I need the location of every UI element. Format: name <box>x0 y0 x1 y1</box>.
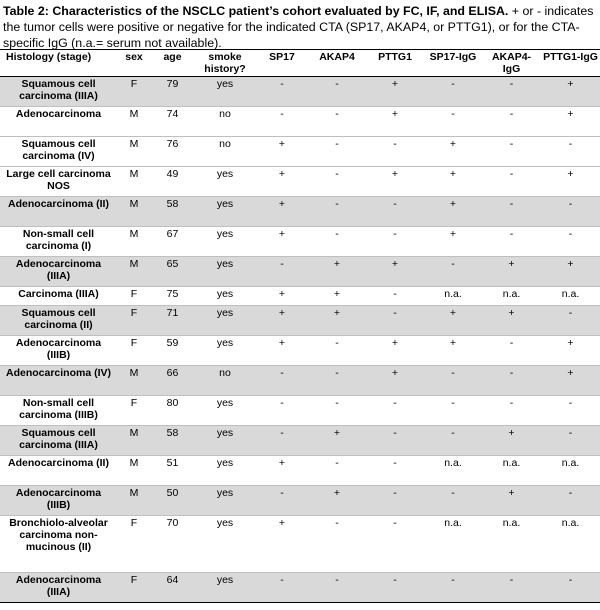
pttg1-igg-cell: + <box>541 167 600 197</box>
pttg1-igg-cell: - <box>541 197 600 227</box>
sp17-cell: - <box>256 366 308 396</box>
akap4-igg-cell: - <box>482 336 541 366</box>
akap4-igg-cell: - <box>482 107 541 137</box>
table-row <box>0 197 600 227</box>
pttg1-igg-cell: - <box>541 486 600 516</box>
akap4-igg-cell: + <box>482 426 541 456</box>
sp17-cell: - <box>256 426 308 456</box>
age-cell: 66 <box>151 366 194 396</box>
smoke-cell: no <box>194 107 256 137</box>
histology-cell: Large cell carcinoma NOS <box>0 167 117 197</box>
akap4-igg-cell: n.a. <box>482 516 541 573</box>
sp17-cell: + <box>256 137 308 167</box>
age-cell: 75 <box>151 287 194 306</box>
pttg1-igg-cell: + <box>541 257 600 287</box>
akap4-cell: - <box>308 227 366 257</box>
histology-cell: Squamous cell carcinoma (IV) <box>0 137 117 167</box>
sex-cell: M <box>117 167 151 197</box>
smoke-cell: yes <box>194 336 256 366</box>
age-cell: 70 <box>151 516 194 573</box>
age-cell: 49 <box>151 167 194 197</box>
sp17-igg-cell: - <box>424 486 482 516</box>
age-cell: 59 <box>151 336 194 366</box>
pttg1-cell: + <box>366 107 424 137</box>
age-cell: 64 <box>151 573 194 603</box>
akap4-cell: - <box>308 336 366 366</box>
smoke-cell: yes <box>194 257 256 287</box>
table-row <box>0 516 600 573</box>
smoke-cell: no <box>194 366 256 396</box>
col-header-akap4-igg: AKAP4-IgG <box>482 50 541 77</box>
sp17-igg-cell: + <box>424 227 482 257</box>
sp17-igg-cell: n.a. <box>424 456 482 486</box>
col-header-pttg1-igg: PTTG1-IgG <box>541 50 600 77</box>
akap4-cell: + <box>308 426 366 456</box>
sp17-cell: - <box>256 396 308 426</box>
pttg1-cell: - <box>366 456 424 486</box>
table-row <box>0 77 600 107</box>
sex-cell: M <box>117 107 151 137</box>
akap4-igg-cell: - <box>482 227 541 257</box>
smoke-cell: yes <box>194 396 256 426</box>
sp17-cell: + <box>256 306 308 336</box>
col-header-akap4: AKAP4 <box>308 50 366 77</box>
akap4-cell: - <box>308 456 366 486</box>
akap4-cell: - <box>308 573 366 603</box>
sex-cell: M <box>117 137 151 167</box>
sex-cell: M <box>117 456 151 486</box>
pttg1-cell: + <box>366 167 424 197</box>
pttg1-cell: - <box>366 426 424 456</box>
smoke-cell: yes <box>194 426 256 456</box>
sp17-igg-cell: n.a. <box>424 287 482 306</box>
pttg1-igg-cell: n.a. <box>541 456 600 486</box>
col-header-sp17-igg: SP17-IgG <box>424 50 482 77</box>
pttg1-igg-cell: + <box>541 107 600 137</box>
pttg1-cell: + <box>366 366 424 396</box>
table-row <box>0 227 600 257</box>
histology-cell: Adenocarcinoma (IV) <box>0 366 117 396</box>
smoke-cell: yes <box>194 456 256 486</box>
sp17-cell: + <box>256 336 308 366</box>
col-header-age: age <box>151 50 194 77</box>
patient-characteristics-table <box>0 49 600 603</box>
sex-cell: F <box>117 287 151 306</box>
sex-cell: M <box>117 366 151 396</box>
age-cell: 50 <box>151 486 194 516</box>
akap4-igg-cell: - <box>482 396 541 426</box>
pttg1-cell: - <box>366 197 424 227</box>
sp17-cell: + <box>256 167 308 197</box>
pttg1-igg-cell: - <box>541 306 600 336</box>
sp17-cell: - <box>256 77 308 107</box>
sp17-igg-cell: + <box>424 336 482 366</box>
akap4-igg-cell: - <box>482 167 541 197</box>
pttg1-cell: - <box>366 516 424 573</box>
sp17-igg-cell: - <box>424 257 482 287</box>
pttg1-cell: - <box>366 306 424 336</box>
smoke-cell: yes <box>194 197 256 227</box>
sex-cell: F <box>117 336 151 366</box>
table-row <box>0 426 600 456</box>
table-caption <box>0 0 600 49</box>
sex-cell: M <box>117 257 151 287</box>
sex-cell: F <box>117 306 151 336</box>
histology-cell: Squamous cell carcinoma (IIIA) <box>0 426 117 456</box>
sp17-igg-cell: - <box>424 366 482 396</box>
col-header-pttg1: PTTG1 <box>366 50 424 77</box>
col-header-sex: sex <box>117 50 151 77</box>
table-row <box>0 336 600 366</box>
akap4-cell: - <box>308 366 366 396</box>
pttg1-cell: - <box>366 227 424 257</box>
pttg1-igg-cell: - <box>541 396 600 426</box>
histology-cell: Adenocarcinoma (II) <box>0 197 117 227</box>
age-cell: 67 <box>151 227 194 257</box>
sp17-cell: - <box>256 573 308 603</box>
akap4-cell: - <box>308 107 366 137</box>
age-cell: 51 <box>151 456 194 486</box>
akap4-cell: - <box>308 197 366 227</box>
akap4-igg-cell: - <box>482 197 541 227</box>
smoke-cell: yes <box>194 486 256 516</box>
smoke-cell: yes <box>194 287 256 306</box>
caption-title: Table 2: Characteristics of the NSCLC patient’s cohort evaluated by FC, IF, and ELISA. <box>3 4 509 18</box>
akap4-cell: + <box>308 486 366 516</box>
table-row <box>0 107 600 137</box>
sp17-cell: - <box>256 107 308 137</box>
col-header-sp17: SP17 <box>256 50 308 77</box>
pttg1-cell: - <box>366 287 424 306</box>
sp17-igg-cell: - <box>424 573 482 603</box>
sp17-igg-cell: + <box>424 137 482 167</box>
pttg1-igg-cell: n.a. <box>541 287 600 306</box>
sex-cell: F <box>117 573 151 603</box>
pttg1-igg-cell: + <box>541 366 600 396</box>
table-row <box>0 167 600 197</box>
sp17-igg-cell: + <box>424 167 482 197</box>
pttg1-igg-cell: - <box>541 137 600 167</box>
pttg1-cell: + <box>366 336 424 366</box>
akap4-igg-cell: + <box>482 486 541 516</box>
caption-body: + or - indicates the tumor cells were positive or negative for the indicated CTA (SP17, AKAP4, or PTTG1), or for the CTA-specific IgG (n.a.= serum not available). <box>3 4 594 50</box>
sex-cell: F <box>117 396 151 426</box>
smoke-cell: yes <box>194 227 256 257</box>
histology-cell: Bronchiolo-alveolar carcinoma non-mucinous (II) <box>0 516 117 573</box>
histology-cell: Adenocarcinoma (IIIA) <box>0 257 117 287</box>
sp17-cell: + <box>256 287 308 306</box>
akap4-igg-cell: - <box>482 573 541 603</box>
table-row <box>0 396 600 426</box>
sex-cell: F <box>117 77 151 107</box>
akap4-cell: + <box>308 257 366 287</box>
age-cell: 58 <box>151 426 194 456</box>
histology-cell: Adenocarcinoma <box>0 107 117 137</box>
col-header-smoke-history: smoke history? <box>194 50 256 77</box>
pttg1-igg-cell: - <box>541 426 600 456</box>
sex-cell: M <box>117 227 151 257</box>
table-row <box>0 257 600 287</box>
sp17-cell: - <box>256 486 308 516</box>
table-row <box>0 306 600 336</box>
sp17-igg-cell: n.a. <box>424 516 482 573</box>
akap4-igg-cell: - <box>482 366 541 396</box>
akap4-igg-cell: n.a. <box>482 287 541 306</box>
age-cell: 58 <box>151 197 194 227</box>
pttg1-cell: - <box>366 396 424 426</box>
sp17-igg-cell: + <box>424 306 482 336</box>
sp17-igg-cell: + <box>424 197 482 227</box>
akap4-cell: + <box>308 306 366 336</box>
histology-cell: Adenocarcinoma (IIIB) <box>0 486 117 516</box>
pttg1-igg-cell: + <box>541 77 600 107</box>
smoke-cell: no <box>194 137 256 167</box>
akap4-igg-cell: + <box>482 257 541 287</box>
sp17-cell: + <box>256 456 308 486</box>
sex-cell: M <box>117 486 151 516</box>
sex-cell: M <box>117 197 151 227</box>
histology-cell: Carcinoma (IIIA) <box>0 287 117 306</box>
smoke-cell: yes <box>194 167 256 197</box>
histology-cell: Squamous cell carcinoma (IIIA) <box>0 77 117 107</box>
histology-cell: Squamous cell carcinoma (II) <box>0 306 117 336</box>
pttg1-cell: - <box>366 486 424 516</box>
histology-cell: Adenocarcinoma (IIIA) <box>0 573 117 603</box>
pttg1-cell: - <box>366 137 424 167</box>
age-cell: 71 <box>151 306 194 336</box>
pttg1-cell: - <box>366 573 424 603</box>
age-cell: 80 <box>151 396 194 426</box>
smoke-cell: yes <box>194 573 256 603</box>
histology-cell: Adenocarcinoma (IIIB) <box>0 336 117 366</box>
akap4-cell: - <box>308 516 366 573</box>
smoke-cell: yes <box>194 77 256 107</box>
sp17-cell: + <box>256 227 308 257</box>
histology-cell: Non-small cell carcinoma (IIIB) <box>0 396 117 426</box>
col-header-histology: Histology (stage) <box>0 50 117 77</box>
age-cell: 65 <box>151 257 194 287</box>
akap4-cell: - <box>308 167 366 197</box>
sex-cell: M <box>117 426 151 456</box>
sp17-cell: + <box>256 197 308 227</box>
pttg1-igg-cell: + <box>541 336 600 366</box>
pttg1-cell: + <box>366 257 424 287</box>
table-row <box>0 366 600 396</box>
histology-cell: Non-small cell carcinoma (I) <box>0 227 117 257</box>
table-row <box>0 573 600 603</box>
akap4-cell: + <box>308 287 366 306</box>
akap4-cell: - <box>308 137 366 167</box>
akap4-igg-cell: - <box>482 77 541 107</box>
age-cell: 76 <box>151 137 194 167</box>
sp17-igg-cell: - <box>424 426 482 456</box>
pttg1-igg-cell: - <box>541 227 600 257</box>
akap4-igg-cell: n.a. <box>482 456 541 486</box>
akap4-igg-cell: + <box>482 306 541 336</box>
age-cell: 74 <box>151 107 194 137</box>
sp17-igg-cell: - <box>424 107 482 137</box>
akap4-cell: - <box>308 396 366 426</box>
sp17-igg-cell: - <box>424 77 482 107</box>
akap4-cell: - <box>308 77 366 107</box>
table-row <box>0 287 600 306</box>
pttg1-igg-cell: n.a. <box>541 516 600 573</box>
table-row <box>0 486 600 516</box>
histology-cell: Adenocarcinoma (II) <box>0 456 117 486</box>
table-row <box>0 137 600 167</box>
sp17-igg-cell: - <box>424 396 482 426</box>
smoke-cell: yes <box>194 516 256 573</box>
pttg1-cell: + <box>366 77 424 107</box>
age-cell: 79 <box>151 77 194 107</box>
sex-cell: F <box>117 516 151 573</box>
sp17-cell: - <box>256 257 308 287</box>
pttg1-igg-cell: - <box>541 573 600 603</box>
smoke-cell: yes <box>194 306 256 336</box>
table-row <box>0 456 600 486</box>
table-header-row <box>0 50 600 77</box>
sp17-cell: + <box>256 516 308 573</box>
akap4-igg-cell: - <box>482 137 541 167</box>
